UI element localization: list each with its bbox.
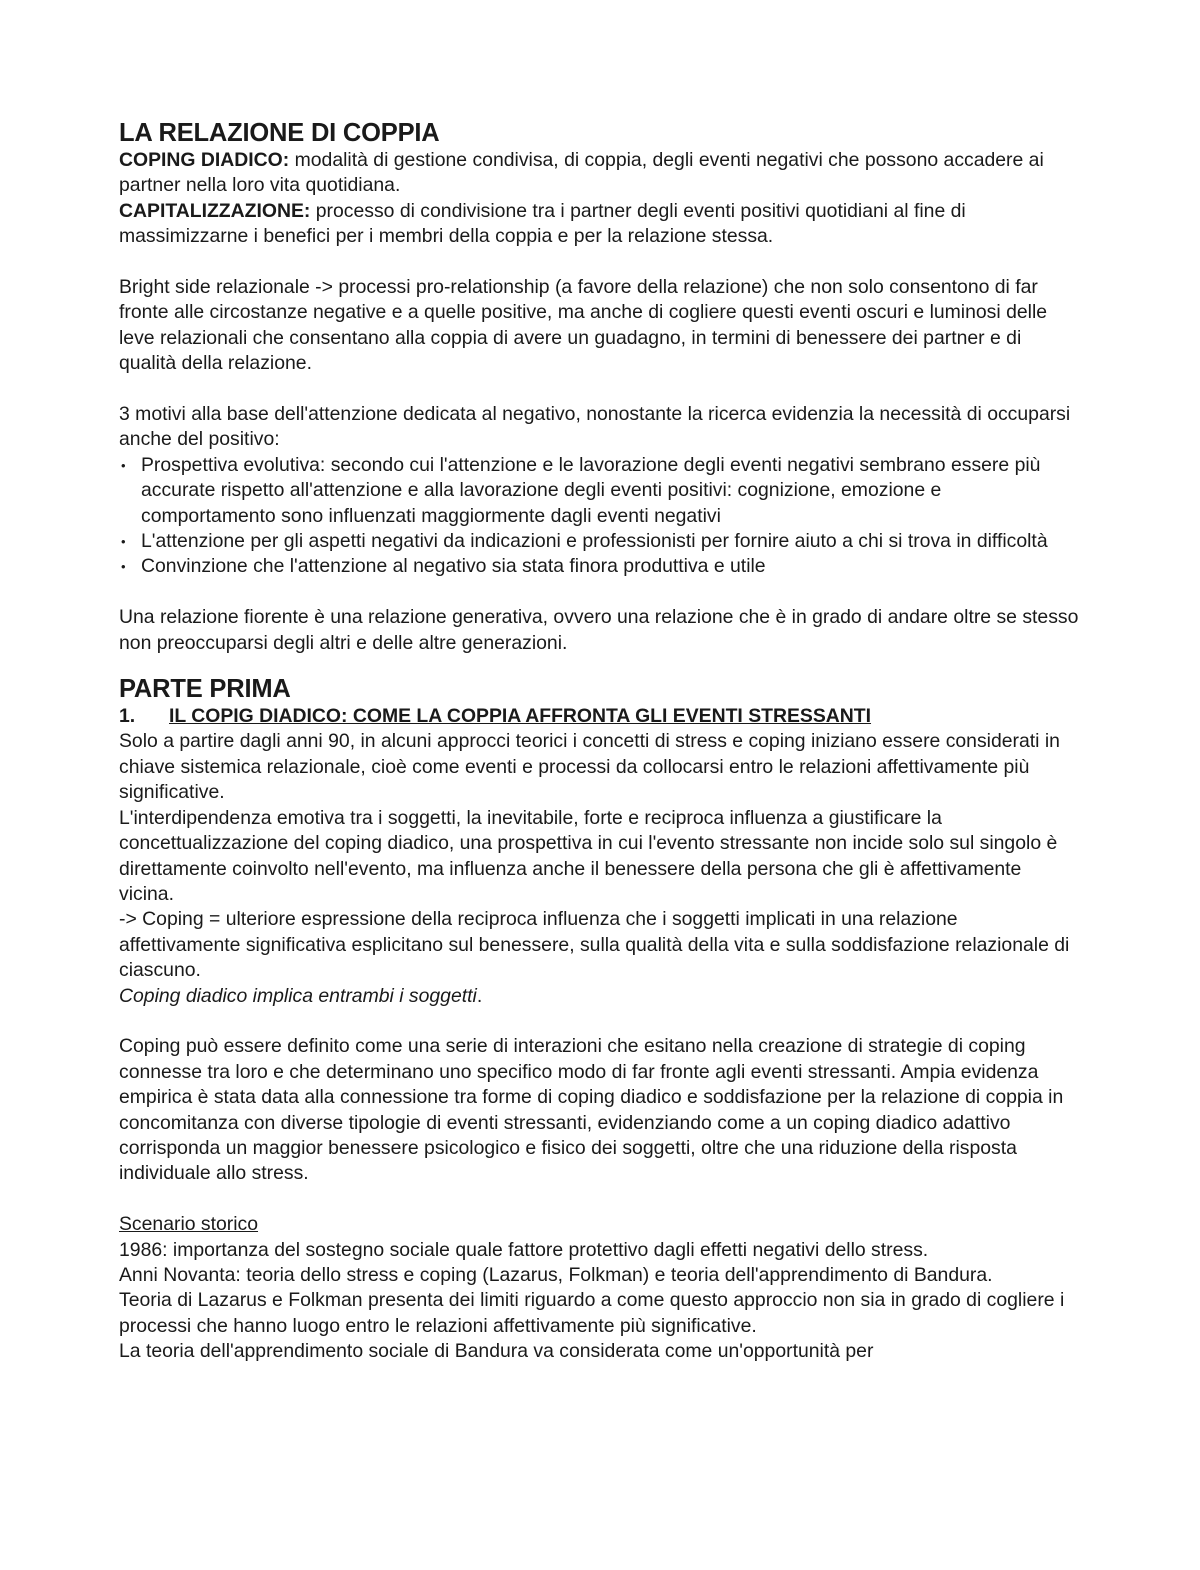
scenario-line-4: La teoria dell'apprendimento sociale di Bandura va considerata come un'opportunità per [119,1340,874,1363]
list-item: • L'attenzione per gli aspetti negativi da indicazioni e professionisti per fornire aiuto a chi si trova in difficoltà [119,529,1081,554]
bullet-icon: • [121,534,126,550]
page-title: LA RELAZIONE DI COPPIA [119,119,440,147]
relazione-fiorente-paragraph: Una relazione fiorente è una relazione generativa, ovvero una relazione che è in grado di andare oltre se stesso non preoccuparsi degli altri e delle altre generazioni. [119,606,1079,654]
coping-diadico-text: modalità di gestione condivisa, di coppia, degli eventi negativi che possono accadere ai partner nella loro vita quotidiana. [119,149,1044,197]
scenario-storico-heading: Scenario storico [119,1213,259,1236]
section-number: 1. [119,705,136,728]
italic-statement: Coping diadico implica entrambi i soggetti [119,984,477,1007]
coping-diadico-term: COPING DIADICO: [119,149,290,171]
section1-paragraph-2: L'interdipendenza emotiva tra i soggetti, la inevitabile, forte e reciproca influenza a giustificare la concettualizzazione del coping diadico, una prospettiva in cui l'evento stressante non incide solo sul singolo è direttamente coinvolto nell'evento, ma influenza anche il benessere della persona che gli è affettivamente vicina. [119,806,1058,905]
section1-paragraph-4: Coping diadico implica entrambi i soggetti. [119,984,483,1007]
section-heading-1 [119,704,1081,729]
section1-paragraph-3: -> Coping = ulteriore espressione della reciproca influenza che i soggetti implicati in una relazione affettivamente significativa esplicitano sul benessere, sulla qualità della vita e sulla soddisfazione relazionale di ciascuno. [119,908,1070,982]
capitalizzazione-text: processo di condivisione tra i partner degli eventi positivi quotidiani al fine di massimizzarne i benefici per i membri della coppia e per la relazione stessa. [119,199,966,248]
list-item: • Convinzione che l'attenzione al negativo sia stata finora produttiva e utile [119,554,1081,579]
scenario-line-2: Anni Novanta: teoria dello stress e coping (Lazarus, Folkman) e teoria dell'apprendimento di Bandura. [119,1263,993,1286]
section1-paragraph-5: Coping può essere definito come una serie di interazioni che esitano nella creazione di strategie di coping connesse tra loro e che determinano uno specifico modo di far fronte agli eventi stressanti. Ampia evidenza empirica è stata data alla connessione tra forme di coping diadico e soddisfazione per la relazione di coppia in concomitanza con diverse tipologie di eventi stressanti, evidenziando come a un coping diadico adattivo corrisponda un maggior benessere psicologico e fisico dei soggetti, oltre che una riduzione della risposta individuale allo stress. [119,1035,1064,1185]
scenario-line-3: Teoria di Lazarus e Folkman presenta dei limiti riguardo a come questo approccio non sia in grado di cogliere i processi che hanno luogo entro le relazioni affettivamente più significative. [119,1289,1065,1337]
section1-paragraph-1: Solo a partire dagli anni 90, in alcuni approcci teorici i concetti di stress e coping iniziano essere considerati in chiave sistemica relazionale, cioè come eventi e processi da collocarsi entro le relazioni affettivamente più significative. [119,730,1060,804]
document-page [119,118,1081,1365]
coping-diadico-definition [119,148,1081,199]
list-item: • Prospettiva evolutiva: secondo cui l'attenzione e le lavorazione degli eventi negativi sembrano essere più accurate rispetto all'attenzione e alla lavorazione degli eventi positivi: cognizione, emozione e comportamento sono influenzati maggiormente dagli eventi negativi [121,453,1041,527]
scenario-line-1: 1986: importanza del sostegno sociale quale fattore protettivo dagli effetti negativi dello stress. [119,1238,929,1261]
motivi-list [119,453,1081,580]
section-title-parte-prima: PARTE PRIMA [119,675,291,704]
section-heading-text: IL COPIG DIADICO: COME LA COPPIA AFFRONTA GLI EVENTI STRESSANTI [169,705,872,728]
bright-side-paragraph: Bright side relazionale -> processi pro-relationship (a favore della relazione) che non solo consentono di far fronte alle circostanze negative e a quelle positive, ma anche di cogliere questi eventi oscuri e luminosi delle leve relazionali che consentano alla coppia di avere un guadagno, in termini di benessere dei partner e di qualità della relazione. [119,276,1048,375]
bullet-icon: • [121,457,126,473]
capitalizzazione-term: CAPITALIZZAZIONE: [119,199,311,222]
capitalizzazione-definition [119,199,1081,250]
motivi-intro: 3 motivi alla base dell'attenzione dedicata al negativo, nonostante la ricerca evidenzia la necessità di occuparsi anche del positivo: [119,403,1071,451]
bullet-icon: • [121,559,126,575]
